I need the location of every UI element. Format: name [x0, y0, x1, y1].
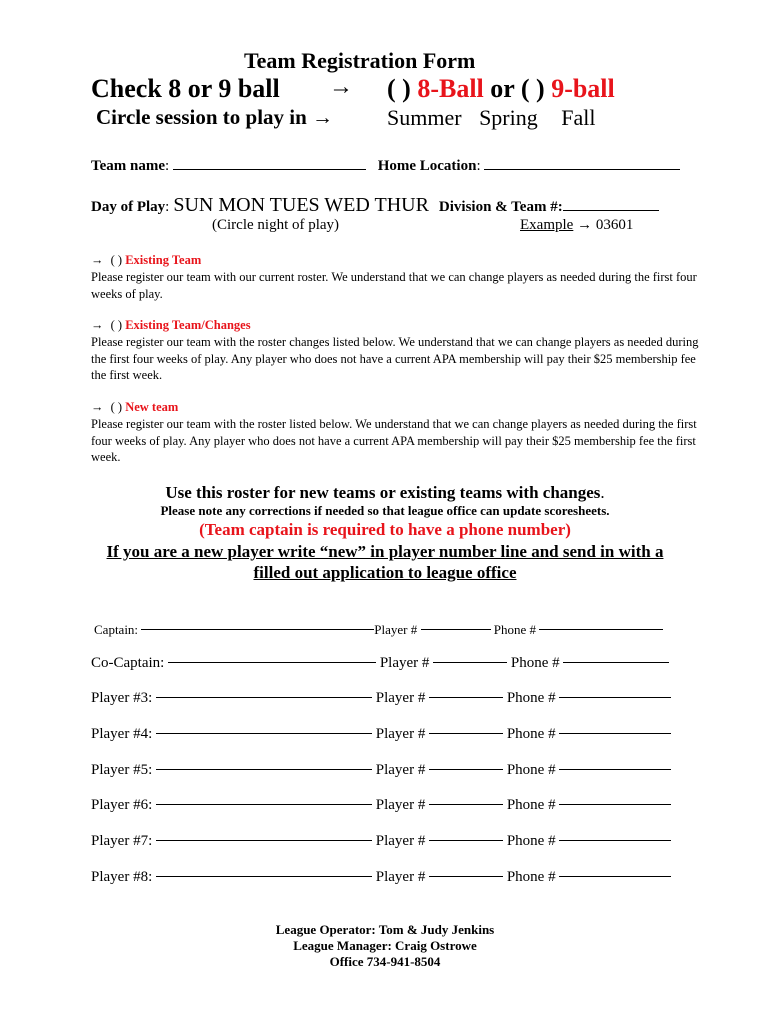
- roster-row-player-5: [91, 762, 671, 779]
- player-number-label: Player #: [375, 797, 426, 813]
- nine-ball-checkbox[interactable]: ( ): [520, 74, 545, 103]
- phone-label: Phone #: [506, 726, 556, 742]
- phone-label: Phone #: [506, 690, 556, 706]
- phone-field[interactable]: [563, 661, 669, 663]
- roster-label: Player #6:: [91, 797, 153, 813]
- name-field[interactable]: [156, 732, 372, 734]
- name-field[interactable]: [156, 839, 372, 841]
- roster-instructions: Use this roster for new teams or existing teams with changes.: [165, 483, 605, 502]
- example-label: Example: [520, 217, 574, 233]
- option-checkbox[interactable]: ( ): [110, 318, 123, 332]
- option-label: New team: [125, 400, 179, 414]
- player-number-field[interactable]: [429, 875, 503, 877]
- division-team-label: Division & Team #:: [438, 199, 563, 215]
- option-new-team[interactable]: [91, 400, 178, 415]
- name-field[interactable]: [156, 696, 372, 698]
- session-summer[interactable]: Summer: [387, 105, 462, 130]
- game-type-selector[interactable]: [387, 74, 615, 104]
- home-location-label: Home Location: [377, 158, 477, 174]
- session-fall[interactable]: Fall: [561, 105, 596, 130]
- name-field[interactable]: [156, 803, 372, 805]
- new-player-note: If you are a new player write “new” in player number line and send in with a: [106, 542, 664, 561]
- player-number-field[interactable]: [429, 803, 503, 805]
- option-existing-team[interactable]: [91, 253, 201, 268]
- option-checkbox[interactable]: ( ): [110, 253, 123, 267]
- day-options[interactable]: SUN MON TUES WED THUR: [173, 194, 429, 216]
- option-label: Existing Team: [125, 253, 202, 267]
- roster-row-player-7: [91, 833, 671, 850]
- roster-row-player-3: [91, 690, 671, 707]
- phone-label: Phone #: [506, 797, 556, 813]
- roster-label: Player #5:: [91, 762, 153, 778]
- team-name-label: Team name: [91, 158, 166, 174]
- new-player-note-cont: filled out application to league office: [253, 563, 517, 582]
- phone-field[interactable]: [559, 696, 671, 698]
- roster-label: Co-Captain:: [91, 655, 165, 671]
- roster-row-captain: [94, 622, 663, 638]
- option-description: Please register our team with the roster changes listed below. We understand that we can change players as needed during the first four weeks of play. Any player who does not have a current APA membership will pay their $25 membership fee the first week.: [91, 335, 699, 382]
- player-number-field[interactable]: [429, 839, 503, 841]
- option-checkbox[interactable]: ( ): [110, 400, 123, 414]
- arrow-icon: →: [91, 253, 104, 267]
- session-options: [387, 105, 595, 131]
- option-description: Please register our team with our current roster. We understand that we can change players as needed during the first four weeks of play.: [91, 270, 697, 301]
- or-text: or: [490, 74, 515, 103]
- check-arrow: →: [329, 74, 353, 100]
- roster-row-player-4: [91, 726, 671, 743]
- office-phone: Office 734-941-8504: [329, 954, 441, 969]
- captain-phone-note: (Team captain is required to have a phone number): [199, 520, 571, 539]
- arrow-icon: →: [91, 400, 104, 414]
- check-ball-label: Check 8 or 9 ball: [91, 74, 280, 103]
- player-number-field[interactable]: [429, 696, 503, 698]
- session-spring[interactable]: Spring: [479, 105, 538, 130]
- division-example: [520, 217, 633, 234]
- roster-row-co-captain: [91, 655, 669, 672]
- name-field[interactable]: [156, 875, 372, 877]
- roster-label: Player #7:: [91, 833, 153, 849]
- option-description: Please register our team with the roster listed below. We understand that we can change players as needed during the first four weeks of play. Any player who does not have a current APA membership will pay their $25 membership fee the first week.: [91, 417, 697, 464]
- player-number-label: Player #: [375, 833, 426, 849]
- league-manager: League Manager: Craig Ostrowe: [293, 938, 477, 953]
- phone-field[interactable]: [559, 875, 671, 877]
- name-field[interactable]: [141, 628, 374, 630]
- name-field[interactable]: [156, 768, 372, 770]
- roster-label: Player #4:: [91, 726, 153, 742]
- arrow-icon: →: [577, 217, 593, 233]
- roster-label: Player #3:: [91, 690, 153, 706]
- player-number-label: Player #: [375, 690, 426, 706]
- team-name-row: Team name: Home Location:: [91, 158, 680, 175]
- corrections-note: Please note any corrections if needed so that league office can update scoresheets.: [160, 503, 610, 518]
- phone-field[interactable]: [559, 732, 671, 734]
- phone-label: Phone #: [510, 655, 560, 671]
- session-label: Circle session to play in →: [96, 105, 334, 129]
- eight-ball-checkbox[interactable]: ( ): [387, 74, 411, 103]
- roster-label: Player #8:: [91, 869, 153, 885]
- form-title: Team Registration Form: [244, 48, 476, 73]
- player-number-label: Player #: [375, 762, 426, 778]
- roster-row-player-8: [91, 869, 671, 886]
- phone-field[interactable]: [539, 628, 663, 630]
- team-name-field[interactable]: [173, 168, 366, 170]
- day-of-play-label: Day of Play: [91, 199, 166, 215]
- player-number-label: Player #: [379, 655, 430, 671]
- option-existing-team-changes[interactable]: [91, 318, 251, 333]
- roster-row-player-6: [91, 797, 671, 814]
- name-field[interactable]: [168, 661, 376, 663]
- option-label: Existing Team/Changes: [125, 318, 251, 332]
- phone-label: Phone #: [506, 762, 556, 778]
- player-number-field[interactable]: [433, 661, 507, 663]
- phone-field[interactable]: [559, 803, 671, 805]
- player-number-field[interactable]: [429, 732, 503, 734]
- phone-label: Phone #: [506, 869, 556, 885]
- example-value: 03601: [595, 217, 634, 233]
- player-number-field[interactable]: [421, 628, 491, 630]
- phone-field[interactable]: [559, 768, 671, 770]
- circle-night-note: (Circle night of play): [212, 217, 340, 233]
- roster-label: Captain:: [94, 622, 139, 637]
- phone-field[interactable]: [559, 839, 671, 841]
- home-location-field[interactable]: [484, 168, 680, 170]
- eight-ball-label: 8-Ball: [417, 74, 484, 103]
- player-number-label: Player #: [374, 622, 418, 637]
- arrow-icon: →: [91, 318, 104, 332]
- phone-label: Phone #: [506, 833, 556, 849]
- player-number-label: Player #: [375, 869, 426, 885]
- player-number-field[interactable]: [429, 768, 503, 770]
- league-operator: League Operator: Tom & Judy Jenkins: [275, 922, 495, 937]
- day-of-play-row: Day of Play: SUN MON TUES WED THUR Division & Team #:: [91, 194, 659, 217]
- division-team-field[interactable]: [563, 209, 659, 211]
- nine-ball-label: 9-ball: [551, 74, 615, 103]
- phone-label: Phone #: [493, 622, 537, 637]
- player-number-label: Player #: [375, 726, 426, 742]
